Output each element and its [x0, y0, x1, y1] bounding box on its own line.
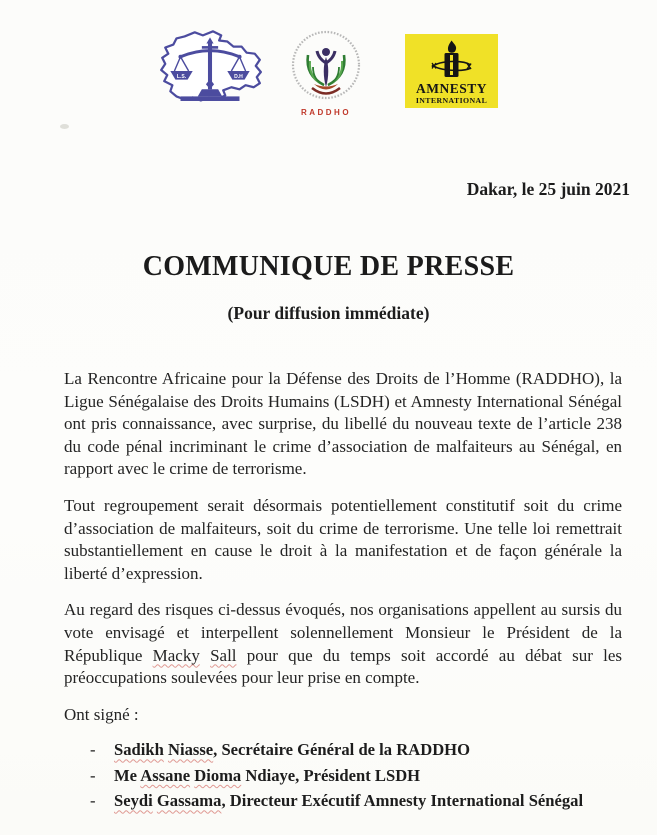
signatory-text [114, 788, 583, 814]
body-text [64, 368, 622, 814]
lsdh-logo [150, 26, 270, 118]
smudge-mark [60, 124, 69, 129]
raddho-emblem-icon [284, 27, 368, 119]
signatory-role: Ndiaye, Président LSDH [241, 765, 421, 785]
paragraph-2: Tout regroupement serait désormais potentiellement constitutif soit du crime d’association de malfaiteurs, soit du crime de terrorisme. Une telle loi remettrait substantiellement en cause le droit à la manifestation et de façon générale la liberté d’expression. [64, 495, 622, 583]
dash-bullet: - [90, 765, 96, 785]
amnesty-wordmark-line2: INTERNATIONAL [415, 96, 488, 105]
signatory-prefix: Me [114, 765, 141, 785]
president-name: Macky Sall [152, 645, 237, 665]
signatory-role: , Secrétaire Général de la RADDHO [213, 740, 470, 760]
lsdh-scales-map-icon [150, 26, 270, 118]
signatory-name: Sadikh Niasse [114, 740, 214, 760]
amnesty-candle-icon [405, 34, 498, 108]
signatory-item [64, 788, 622, 814]
page-title: COMMUNIQUE DE PRESSE [142, 251, 515, 282]
signatory-name: Seydi Gassama [114, 791, 222, 811]
paragraph-3-text-after: pour que du temps soit accordé au débat sur les préoccupations soulevées pour leur prise en compte. [64, 645, 622, 688]
raddho-wordmark: RADDHO [300, 108, 352, 117]
paragraph-1: La Rencontre Africaine pour la Défense des Droits de l’Homme (RADDHO), la Ligue Sénégalaise des Droits Humains (LSDH) et Amnesty International Sénégal ont pris connaissance, avec surprise, du libellé du nouveau texte de l’article 238 du code pénal incriminant le crime d’association de malfaiteurs au Sénégal, en rapport avec le crime de terrorisme. [64, 369, 622, 479]
signatory-text [114, 737, 470, 763]
signatory-item [64, 737, 622, 763]
lsdh-right-pan-label: D.H [234, 73, 243, 80]
signatory-item [64, 763, 622, 789]
signed-heading: Ont signé : [64, 704, 139, 724]
dash-bullet: - [90, 791, 96, 811]
paragraph-3-text-before: Au regard des risques ci-dessus évoqués, nos organisations appellent au sursis du vote envisagé et interpellent solennellement Monsieur le Président de la République [64, 600, 622, 665]
page-subtitle: (Pour diffusion immédiate) [227, 303, 430, 323]
paragraph-3 [64, 599, 622, 689]
amnesty-wordmark-line1: AMNESTY [415, 81, 488, 96]
signatory-name: Assane Dioma [140, 765, 242, 785]
signatory-role: , Directeur Exécutif Amnesty International Sénégal [221, 791, 584, 811]
amnesty-international-logo [405, 34, 498, 108]
dash-bullet: - [90, 740, 96, 760]
signatories-list [64, 737, 622, 814]
signatory-text [114, 763, 420, 789]
lsdh-left-pan-label: L.S. [176, 73, 187, 80]
dateline: Dakar, le 25 juin 2021 [466, 179, 630, 199]
raddho-logo [284, 27, 368, 119]
